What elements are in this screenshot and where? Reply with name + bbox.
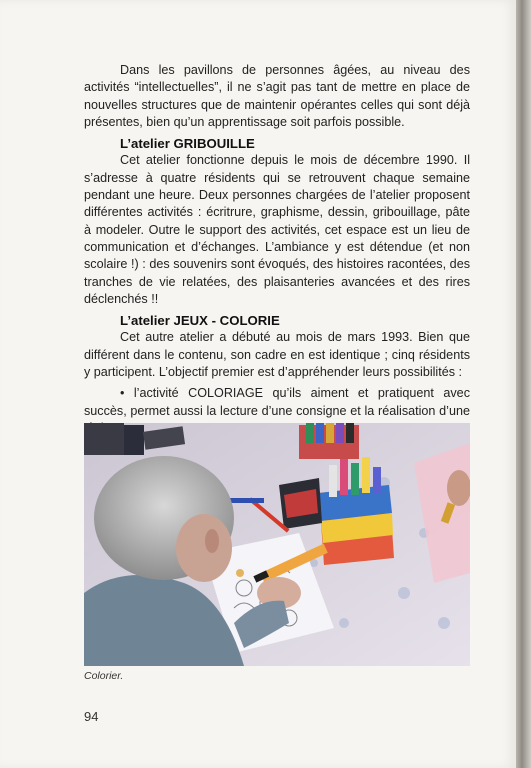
figure-caption: Colorier. <box>84 670 124 682</box>
intro-paragraph: Dans les pavillons de personnes âgées, au niveau des activités “intellectuelles”, il ne s’agit pas tant de mettre en place de nouvelles structures que de maintenir opérantes celles qui sont déjà présentes, bien qu’un apprentissage soit parfois possible. <box>84 63 470 129</box>
book-binding-edge <box>516 0 531 768</box>
jeux-colorie-paragraph: Cet autre atelier a débuté au mois de mars 1993. Bien que différent dans le contenu, son cadre en est identique ; cinq résidents y participent. L’objectif premier est d’appréhender leurs possibilités : <box>84 330 470 380</box>
section-heading-gribouille: L’atelier GRIBOUILLE <box>120 136 255 152</box>
text-block <box>84 62 470 437</box>
photo-coloring-activity <box>84 423 470 666</box>
gribouille-paragraph: Cet atelier fonctionne depuis le mois de décembre 1990. Il s’adresse à quatre résidents qui se retrouvent chaque semaine pendant une heure. Deux personnes chargées de l’atelier proposent différentes activités : écritrure, graphisme, dessin, gribouillage, pâte à modeler. Outre le support des activités, cet espace est un lieu de communication et d’échanges. L’ambiance y est détendue (et non scolaire !) : des souvenirs sont évoqués, des histoires racontées, des tranches de vie relatées, des plaisanteries avancées et des rires déclenchés !! <box>84 153 470 306</box>
section-heading-jeux-colorie: L’atelier JEUX - COLORIE <box>120 313 280 329</box>
page-number: 94 <box>84 709 99 724</box>
photo-illustration <box>84 423 470 666</box>
bullet-coloriage: • l’activité COLORIAGE qu’ils aiment et pratiquent avec succès, permet aussi la lecture d’une consigne et la réalisation d’une <box>84 386 470 418</box>
